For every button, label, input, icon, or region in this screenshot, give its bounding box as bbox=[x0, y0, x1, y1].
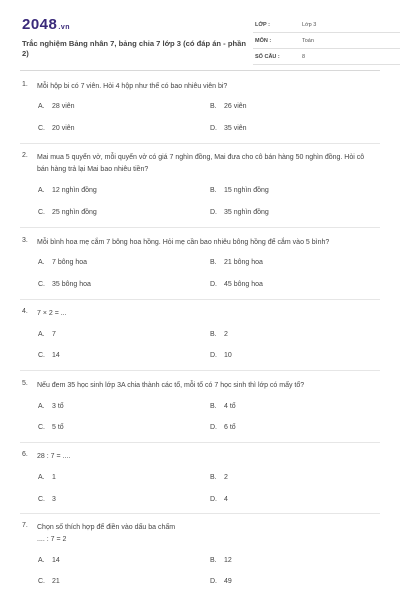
option-text: 25 nghìn đồng bbox=[52, 209, 97, 216]
option-text: 2 bbox=[224, 474, 228, 481]
option-letter: B. bbox=[210, 557, 217, 564]
option-letter: D. bbox=[210, 125, 217, 132]
option-letter: A. bbox=[38, 403, 45, 410]
option-a[interactable] bbox=[38, 103, 75, 110]
option-c[interactable] bbox=[38, 209, 97, 216]
option-letter: A. bbox=[38, 557, 45, 564]
meta-value: Toán bbox=[302, 38, 314, 44]
meta-row-count bbox=[253, 50, 400, 65]
divider bbox=[20, 143, 380, 144]
question-number: 3. bbox=[22, 237, 28, 244]
option-text: 12 bbox=[224, 557, 232, 564]
option-letter: D. bbox=[210, 424, 217, 431]
option-text: 3 bbox=[52, 496, 56, 503]
option-letter: A. bbox=[38, 474, 45, 481]
question-number: 4. bbox=[22, 308, 28, 315]
question-text: Mỗi bình hoa mẹ cắm 7 bông hoa hồng. Hỏi mẹ cần bao nhiêu bông hồng để cắm vào 5 bình? bbox=[37, 239, 330, 246]
question-text: Mai mua 5 quyển vở, mỗi quyển vở có giá 7 nghìn đồng, Mai đưa cho cô bán hàng 50 nghìn đồng. Hỏi cô bán hàng trả lại Mai bao nhiêu tiền? bbox=[37, 154, 365, 173]
option-text: 6 tổ bbox=[224, 424, 236, 431]
option-text: 2 bbox=[224, 331, 228, 338]
option-letter: C. bbox=[38, 578, 45, 585]
option-text: 4 tổ bbox=[224, 403, 236, 410]
option-letter: A. bbox=[38, 103, 45, 110]
option-text: 35 viên bbox=[224, 125, 247, 132]
option-letter: B. bbox=[210, 103, 217, 110]
question-number: 1. bbox=[22, 81, 28, 88]
option-c[interactable] bbox=[38, 352, 60, 359]
option-text: 35 bông hoa bbox=[52, 281, 91, 288]
site-logo[interactable] bbox=[22, 16, 70, 33]
divider bbox=[20, 442, 380, 443]
option-text: 10 bbox=[224, 352, 232, 359]
meta-row-class bbox=[253, 18, 400, 33]
question-text: Chọn số thích hợp để điền vào dấu ba chấm .... : 7 = 2 bbox=[37, 524, 176, 543]
option-letter: C. bbox=[38, 209, 45, 216]
question-text: 28 : 7 = .... bbox=[37, 453, 71, 460]
option-letter: A. bbox=[38, 331, 45, 338]
divider bbox=[20, 370, 380, 371]
option-letter: C. bbox=[38, 125, 45, 132]
option-b[interactable] bbox=[210, 557, 232, 564]
option-b[interactable] bbox=[210, 474, 228, 481]
option-letter: D. bbox=[210, 352, 217, 359]
option-a[interactable] bbox=[38, 187, 97, 194]
option-text: 14 bbox=[52, 352, 60, 359]
option-a[interactable] bbox=[38, 474, 56, 481]
option-b[interactable] bbox=[210, 187, 269, 194]
option-d[interactable] bbox=[210, 496, 228, 503]
option-letter: C. bbox=[38, 496, 45, 503]
option-letter: D. bbox=[210, 578, 217, 585]
option-letter: C. bbox=[38, 281, 45, 288]
document-title: Trắc nghiệm Bảng nhân 7, bảng chia 7 lớp 3 (có đáp án - phần 2) bbox=[22, 39, 246, 58]
option-letter: A. bbox=[38, 187, 45, 194]
meta-label: SỐ CÂU : bbox=[255, 54, 280, 60]
option-text: 28 viên bbox=[52, 103, 75, 110]
option-text: 21 bông hoa bbox=[224, 259, 263, 266]
question-text: Nếu đem 35 học sinh lớp 3A chia thành các tổ, mỗi tổ có 7 học sinh thì lớp có mấy tổ? bbox=[37, 382, 305, 389]
option-b[interactable] bbox=[210, 103, 247, 110]
option-c[interactable] bbox=[38, 125, 75, 132]
question-number: 7. bbox=[22, 522, 28, 529]
option-text: 20 viên bbox=[52, 125, 75, 132]
option-letter: A. bbox=[38, 259, 45, 266]
divider bbox=[20, 227, 380, 228]
question-number: 6. bbox=[22, 451, 28, 458]
option-d[interactable] bbox=[210, 125, 247, 132]
option-letter: B. bbox=[210, 474, 217, 481]
option-text: 15 nghìn đồng bbox=[224, 187, 269, 194]
meta-label: MÔN : bbox=[255, 38, 272, 44]
option-text: 45 bông hoa bbox=[224, 281, 263, 288]
option-a[interactable] bbox=[38, 557, 60, 564]
logo-text: 2048 bbox=[22, 16, 58, 33]
document-header bbox=[20, 8, 380, 71]
option-b[interactable] bbox=[210, 403, 236, 410]
option-text: 1 bbox=[52, 474, 56, 481]
question-number: 2. bbox=[22, 152, 28, 159]
option-text: 49 bbox=[224, 578, 232, 585]
meta-value: Lớp 3 bbox=[302, 22, 317, 28]
question-number: 5. bbox=[22, 380, 28, 387]
option-a[interactable] bbox=[38, 403, 64, 410]
option-c[interactable] bbox=[38, 281, 91, 288]
meta-value: 8 bbox=[302, 54, 306, 60]
meta-label: LỚP : bbox=[255, 22, 270, 28]
option-c[interactable] bbox=[38, 496, 56, 503]
option-text: 3 tổ bbox=[52, 403, 64, 410]
option-c[interactable] bbox=[38, 578, 60, 585]
meta-row-subject bbox=[253, 34, 400, 49]
option-d[interactable] bbox=[210, 209, 269, 216]
option-text: 26 viên bbox=[224, 103, 247, 110]
meta-info bbox=[253, 18, 400, 66]
option-text: 4 bbox=[224, 496, 228, 503]
option-letter: B. bbox=[210, 403, 217, 410]
option-text: 7 bbox=[52, 331, 56, 338]
option-text: 35 nghìn đồng bbox=[224, 209, 269, 216]
option-text: 7 bông hoa bbox=[52, 259, 88, 266]
question-text: Mỗi hộp bi có 7 viên. Hỏi 4 hộp như thế có bao nhiêu viên bi? bbox=[37, 83, 228, 90]
option-letter: D. bbox=[210, 209, 217, 216]
option-text: 5 tổ bbox=[52, 424, 64, 431]
option-letter: D. bbox=[210, 281, 217, 288]
option-letter: C. bbox=[38, 424, 45, 431]
option-d[interactable] bbox=[210, 578, 232, 585]
option-a[interactable] bbox=[38, 331, 56, 338]
option-letter: D. bbox=[210, 496, 217, 503]
option-letter: B. bbox=[210, 331, 217, 338]
option-b[interactable] bbox=[210, 331, 228, 338]
divider bbox=[20, 513, 380, 514]
option-a[interactable] bbox=[38, 259, 87, 266]
divider bbox=[20, 299, 380, 300]
logo-suffix: .vn bbox=[58, 24, 70, 31]
option-text: 12 nghìn đồng bbox=[52, 187, 97, 194]
option-c[interactable] bbox=[38, 424, 64, 431]
option-letter: B. bbox=[210, 187, 217, 194]
option-d[interactable] bbox=[210, 352, 232, 359]
option-text: 21 bbox=[52, 578, 60, 585]
option-d[interactable] bbox=[210, 424, 236, 431]
option-d[interactable] bbox=[210, 281, 263, 288]
option-text: 14 bbox=[52, 557, 60, 564]
question-text: 7 × 2 = ... bbox=[37, 310, 67, 317]
option-letter: B. bbox=[210, 259, 217, 266]
option-b[interactable] bbox=[210, 259, 263, 266]
option-letter: C. bbox=[38, 352, 45, 359]
